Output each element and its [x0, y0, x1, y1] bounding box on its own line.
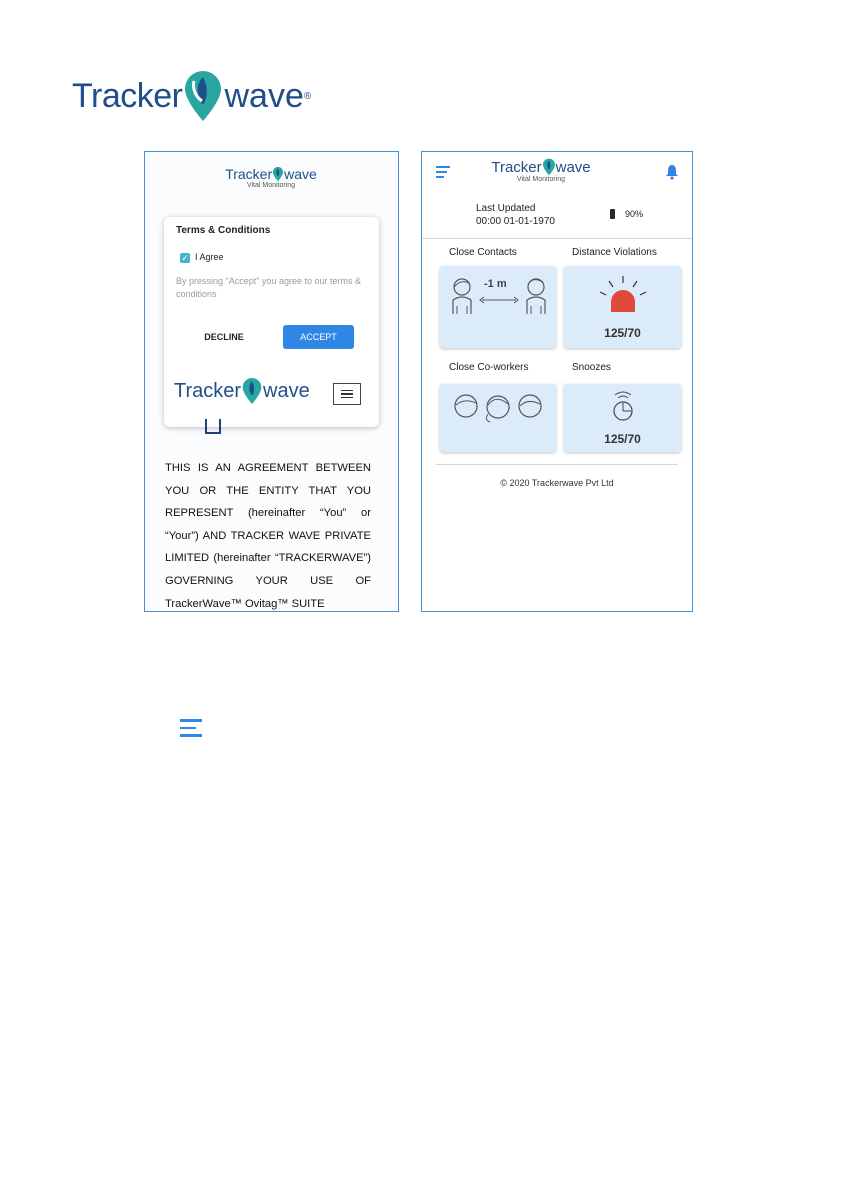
- agreement-text: THIS IS AN AGREEMENT BETWEEN YOU OR THE ENTITY THAT YOU REPRESENT (hereinafter “You” or “Your”) AND TRACKER WAVE PRIVATE LIMITED (hereinafter “TRACKERWAVE”) GOVERNING YOUR USE OF TrackerWave™ Ovitag™ SUITE: [165, 462, 371, 610]
- accept-button[interactable]: ACCEPT: [283, 325, 354, 349]
- last-updated-time: 00:00 01-01-1970: [476, 216, 555, 227]
- tile-label-close-coworkers: Close Co-workers: [449, 362, 529, 373]
- header-divider: [422, 238, 692, 239]
- logo-text-tracker: Tracker: [174, 379, 242, 402]
- tile-label-snoozes: Snoozes: [572, 362, 611, 373]
- footer-divider: [436, 464, 678, 465]
- registered-mark: ®: [303, 90, 312, 102]
- decline-button[interactable]: DECLINE: [184, 325, 264, 349]
- menu-icon[interactable]: [180, 719, 204, 742]
- copyright-footer: © 2020 Trackerwave Pvt Ltd: [500, 478, 614, 488]
- battery-icon: [610, 209, 615, 219]
- hamburger-menu-icon[interactable]: [436, 166, 450, 181]
- location-pin-icon: [241, 377, 263, 405]
- tile-label-close-contacts: Close Contacts: [449, 247, 517, 258]
- header-logo: [476, 158, 606, 183]
- distance-violations-tile[interactable]: [564, 266, 681, 348]
- dashboard-screen: [421, 151, 693, 612]
- screen-header-logo: [221, 166, 321, 189]
- logo-text-tracker: Tracker: [225, 166, 273, 182]
- location-pin-icon: [182, 69, 224, 123]
- logo-text-wave: wave: [555, 158, 591, 176]
- snooze-timer-icon: [610, 388, 636, 422]
- menu-icon[interactable]: [333, 383, 361, 405]
- bell-icon[interactable]: [665, 164, 679, 180]
- small-logo: [221, 166, 321, 182]
- coworkers-faces-icon: [452, 392, 544, 426]
- location-pin-icon: [272, 166, 284, 182]
- small-logo: [476, 158, 606, 176]
- agree-checkbox[interactable]: ✓: [181, 253, 189, 263]
- snoozes-tile[interactable]: [564, 384, 681, 452]
- siren-icon: [597, 272, 649, 320]
- terms-dialog: [164, 217, 379, 427]
- logo-text-wave: wave: [284, 166, 317, 182]
- close-contacts-tile[interactable]: [440, 266, 556, 348]
- logo-text-tracker: Tracker: [491, 158, 542, 176]
- distance-violations-value: 125/70: [604, 326, 641, 340]
- logo-text-wave: wave: [224, 76, 304, 115]
- terms-screen: [144, 151, 399, 612]
- tile-label-distance-violations: Distance Violations: [572, 247, 657, 258]
- battery-percent: 90%: [625, 209, 644, 219]
- last-updated-label: Last Updated: [476, 203, 536, 214]
- close-coworkers-tile[interactable]: [440, 384, 556, 452]
- checkbox-outline-icon: [205, 419, 221, 434]
- terms-note: By pressing "Accept" you agree to our terms & conditions: [176, 276, 361, 299]
- logo-text-wave: wave: [263, 379, 310, 402]
- snoozes-value: 125/70: [604, 432, 641, 446]
- logo-text-tracker: Tracker: [72, 76, 183, 115]
- agree-label: I Agree: [195, 252, 224, 262]
- vital-monitoring-subtitle: Vital Monitoring: [516, 176, 566, 183]
- distance-text: -1 m: [484, 278, 507, 290]
- trackerwave-logo: [72, 68, 311, 124]
- terms-title: Terms & Conditions: [176, 225, 271, 236]
- vital-monitoring-subtitle: Vital Monitoring: [246, 182, 296, 189]
- location-pin-icon: [542, 158, 556, 176]
- dialog-logo: [174, 377, 310, 405]
